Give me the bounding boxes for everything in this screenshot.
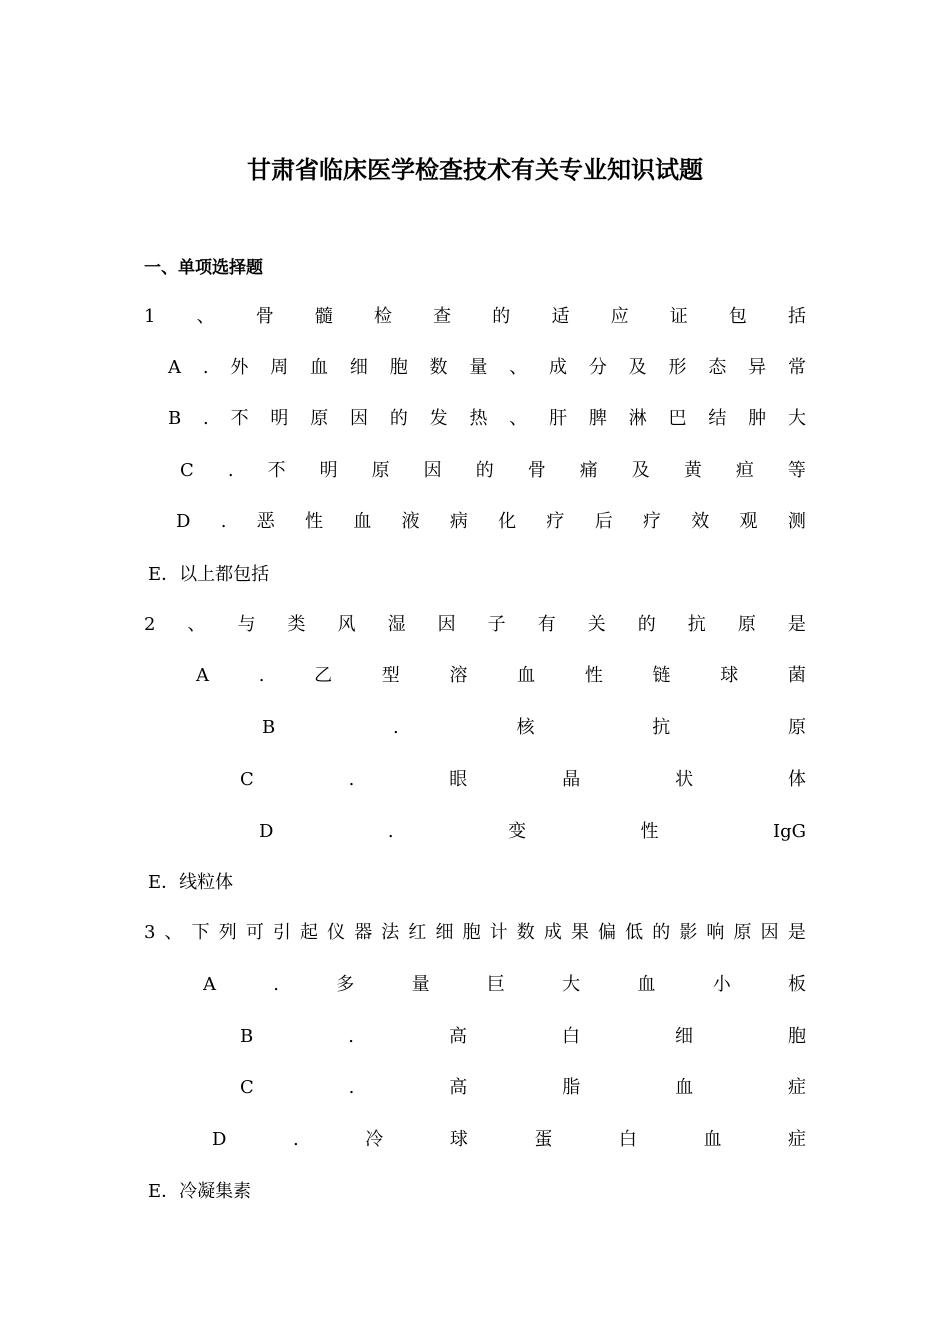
text-glyph: 链: [652, 665, 671, 686]
text-glyph: D: [259, 821, 274, 842]
text-glyph: 性: [584, 665, 603, 686]
text-glyph: .: [273, 974, 280, 995]
text-glyph: 发: [429, 408, 448, 429]
text-glyph: 原: [737, 614, 756, 635]
text-glyph: 外: [230, 357, 249, 378]
text-glyph: 因: [350, 408, 369, 429]
text-glyph: 异: [748, 357, 767, 378]
answer-option: [203, 970, 806, 1000]
text-glyph: 是: [787, 922, 806, 943]
text-glyph: 测: [787, 511, 806, 532]
text-glyph: 型: [381, 665, 400, 686]
text-glyph: 小: [712, 974, 731, 995]
text-glyph: 态: [708, 357, 727, 378]
text-glyph: 大: [787, 408, 806, 429]
text-glyph: 周: [270, 357, 289, 378]
text-glyph: 量: [469, 357, 488, 378]
text-glyph: 括: [788, 306, 806, 327]
text-glyph: 巴: [668, 408, 687, 429]
text-glyph: 疗: [546, 511, 565, 532]
answer-option: [262, 713, 806, 743]
answer-option: [240, 1073, 806, 1103]
text-glyph: 疸: [735, 460, 754, 481]
answer-option: [196, 661, 806, 691]
text-glyph: 量: [411, 974, 430, 995]
text-glyph: 胞: [389, 357, 408, 378]
text-glyph: 起: [300, 922, 319, 943]
text-glyph: 明: [319, 460, 338, 481]
text-glyph: 血: [703, 1129, 722, 1150]
text-glyph: A: [196, 665, 209, 686]
text-glyph: 查: [433, 306, 452, 327]
text-glyph: D: [176, 511, 191, 532]
answer-option-e: E．以上都包括: [148, 564, 270, 585]
text-glyph: 的: [475, 460, 494, 481]
text-glyph: 抗: [652, 717, 671, 738]
text-glyph: 低: [625, 922, 644, 943]
text-glyph: 1: [144, 306, 156, 327]
text-glyph: 眼: [449, 769, 468, 790]
answer-option: [259, 817, 806, 847]
text-glyph: 原: [733, 922, 752, 943]
text-glyph: 骨: [527, 460, 546, 481]
text-glyph: 蛋: [534, 1129, 553, 1150]
text-glyph: 恶: [256, 511, 275, 532]
text-glyph: 化: [498, 511, 517, 532]
answer-option: [176, 507, 806, 537]
text-glyph: .: [202, 357, 209, 378]
text-glyph: 核: [516, 717, 535, 738]
text-glyph: .: [227, 460, 234, 481]
text-glyph: .: [387, 821, 394, 842]
text-glyph: 血: [517, 665, 536, 686]
text-glyph: 溶: [449, 665, 468, 686]
text-glyph: 成: [543, 922, 562, 943]
text-glyph: C: [240, 1077, 254, 1098]
text-glyph: 3: [144, 922, 156, 943]
text-glyph: 子: [487, 614, 506, 635]
text-glyph: 效: [691, 511, 710, 532]
text-glyph: 结: [708, 408, 727, 429]
text-glyph: 肝: [549, 408, 568, 429]
text-glyph: 关: [587, 614, 606, 635]
answer-option-e: E．冷凝集素: [148, 1181, 252, 1202]
text-glyph: 细: [674, 1026, 693, 1047]
text-glyph: 多: [336, 974, 355, 995]
text-glyph: 有: [537, 614, 556, 635]
text-glyph: 晶: [562, 769, 581, 790]
text-glyph: B: [240, 1026, 254, 1047]
text-glyph: 细: [435, 922, 454, 943]
text-glyph: 、: [509, 408, 528, 429]
text-glyph: 大: [562, 974, 581, 995]
text-glyph: 乙: [314, 665, 333, 686]
text-glyph: 下: [191, 922, 210, 943]
text-glyph: 原: [787, 717, 806, 738]
answer-option: [212, 1125, 806, 1155]
text-glyph: 不: [230, 408, 249, 429]
text-glyph: .: [203, 408, 209, 429]
text-glyph: 性: [305, 511, 324, 532]
text-glyph: 及: [628, 357, 647, 378]
question-stem: [144, 610, 806, 640]
text-glyph: 液: [401, 511, 420, 532]
text-glyph: 影: [679, 922, 698, 943]
text-glyph: 的: [652, 922, 671, 943]
text-glyph: 淋: [628, 408, 647, 429]
text-glyph: 后: [594, 511, 613, 532]
text-glyph: 2: [144, 614, 156, 635]
answer-option: [240, 765, 806, 795]
text-glyph: 原: [310, 408, 329, 429]
text-glyph: IgG: [772, 821, 806, 842]
text-glyph: 、: [164, 922, 183, 943]
text-glyph: 细: [349, 357, 368, 378]
answer-option: [168, 353, 806, 383]
text-glyph: 热: [469, 408, 488, 429]
text-glyph: 不: [267, 460, 286, 481]
text-glyph: .: [258, 665, 265, 686]
text-glyph: 分: [588, 357, 607, 378]
question-stem: [144, 302, 806, 332]
text-glyph: 变: [508, 821, 527, 842]
text-glyph: C: [240, 769, 254, 790]
text-glyph: 板: [787, 974, 806, 995]
text-glyph: 成: [549, 357, 568, 378]
text-glyph: 的: [492, 306, 511, 327]
text-glyph: 因: [437, 614, 456, 635]
answer-option: [180, 456, 806, 486]
text-glyph: 数: [429, 357, 448, 378]
text-glyph: 白: [618, 1129, 637, 1150]
text-glyph: 红: [408, 922, 427, 943]
text-glyph: 因: [760, 922, 779, 943]
text-glyph: 血: [637, 974, 656, 995]
answer-option: [168, 404, 806, 434]
text-glyph: 风: [337, 614, 356, 635]
text-glyph: .: [348, 1026, 354, 1047]
text-glyph: 响: [706, 922, 725, 943]
text-glyph: 白: [561, 1026, 580, 1047]
text-glyph: A: [168, 357, 181, 378]
text-glyph: 常: [787, 357, 806, 378]
text-glyph: 性: [640, 821, 659, 842]
text-glyph: B: [262, 717, 276, 738]
text-glyph: 血: [310, 357, 329, 378]
question-stem: [144, 918, 806, 948]
text-glyph: 法: [381, 922, 400, 943]
text-glyph: 体: [787, 769, 806, 790]
text-glyph: 检: [374, 306, 393, 327]
text-glyph: 疗: [642, 511, 661, 532]
text-glyph: 器: [354, 922, 373, 943]
text-glyph: 包: [728, 306, 747, 327]
text-glyph: 抗: [687, 614, 706, 635]
text-glyph: 适: [551, 306, 570, 327]
text-glyph: 湿: [387, 614, 406, 635]
text-glyph: 胞: [787, 1026, 806, 1047]
text-glyph: 症: [787, 1077, 806, 1098]
text-glyph: .: [348, 1077, 355, 1098]
text-glyph: 状: [675, 769, 694, 790]
text-glyph: 菌: [787, 665, 806, 686]
text-glyph: 类: [287, 614, 306, 635]
text-glyph: 因: [423, 460, 442, 481]
text-glyph: 血: [675, 1077, 694, 1098]
text-glyph: 明: [270, 408, 289, 429]
section-heading: 一、单项选择题: [144, 258, 263, 278]
text-glyph: 形: [668, 357, 687, 378]
text-glyph: 症: [788, 1129, 806, 1150]
text-glyph: 、: [196, 306, 215, 327]
text-glyph: 偏: [598, 922, 617, 943]
text-glyph: 胞: [462, 922, 481, 943]
text-glyph: 证: [669, 306, 688, 327]
text-glyph: 、: [509, 357, 528, 378]
text-glyph: 黄: [683, 460, 702, 481]
text-glyph: 列: [218, 922, 237, 943]
text-glyph: 髓: [314, 306, 333, 327]
text-glyph: 病: [449, 511, 468, 532]
text-glyph: B: [168, 408, 182, 429]
document-title: 甘肃省临床医学检查技术有关专业知识试题: [247, 156, 703, 184]
text-glyph: 观: [739, 511, 758, 532]
text-glyph: 、: [187, 614, 206, 635]
text-glyph: .: [220, 511, 227, 532]
text-glyph: D: [212, 1129, 227, 1150]
text-glyph: 应: [610, 306, 629, 327]
text-glyph: .: [292, 1129, 299, 1150]
text-glyph: 巨: [486, 974, 505, 995]
text-glyph: 仪: [327, 922, 346, 943]
text-glyph: 高: [448, 1026, 467, 1047]
text-glyph: A: [203, 974, 216, 995]
text-glyph: 高: [449, 1077, 468, 1098]
text-glyph: C: [180, 460, 194, 481]
text-glyph: 冷: [365, 1129, 384, 1150]
text-glyph: 的: [389, 408, 408, 429]
text-glyph: 数: [516, 922, 535, 943]
text-glyph: 球: [449, 1129, 468, 1150]
text-glyph: 及: [631, 460, 650, 481]
text-glyph: 脂: [562, 1077, 581, 1098]
text-glyph: 骨: [255, 306, 274, 327]
text-glyph: 计: [489, 922, 508, 943]
text-glyph: .: [348, 769, 355, 790]
text-glyph: 引: [272, 922, 291, 943]
text-glyph: 原: [371, 460, 390, 481]
text-glyph: 的: [637, 614, 656, 635]
text-glyph: 肿: [748, 408, 767, 429]
text-glyph: 球: [720, 665, 739, 686]
text-glyph: 血: [353, 511, 372, 532]
answer-option: [240, 1022, 806, 1052]
text-glyph: 可: [245, 922, 264, 943]
text-glyph: .: [392, 717, 399, 738]
answer-option-e: E．线粒体: [148, 872, 234, 893]
text-glyph: 是: [787, 614, 806, 635]
text-glyph: 与: [237, 614, 256, 635]
text-glyph: 脾: [588, 408, 607, 429]
text-glyph: 果: [570, 922, 589, 943]
text-glyph: 痛: [579, 460, 598, 481]
text-glyph: 等: [787, 460, 806, 481]
